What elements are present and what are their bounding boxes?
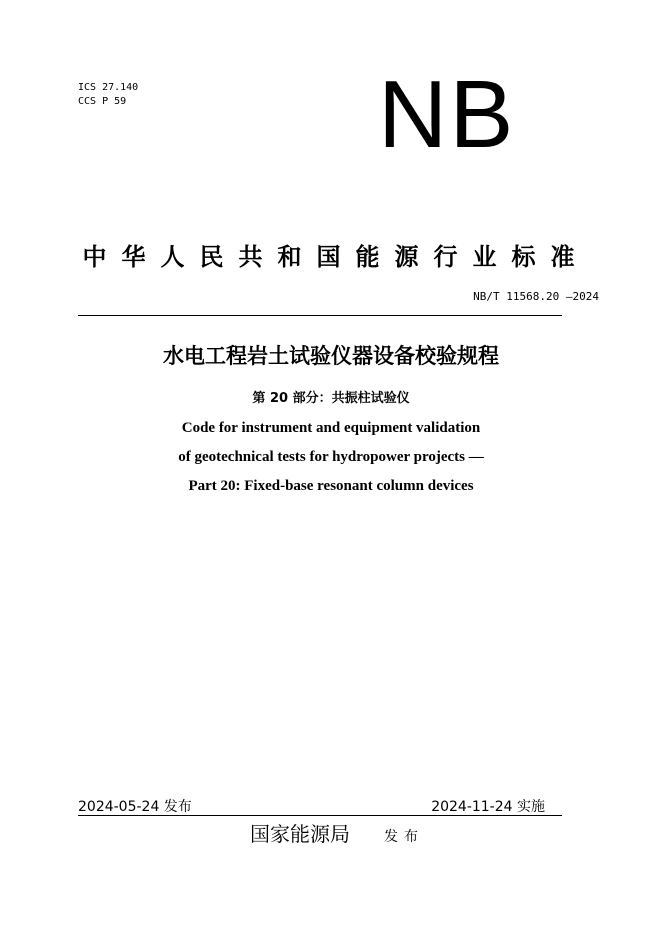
- title-en-line-1: Code for instrument and equipment validation: [181, 420, 481, 436]
- nb-logo: NB: [378, 61, 516, 168]
- publisher-name: 国家能源局: [250, 822, 350, 846]
- implementation-date: 2024-11-24 实施: [431, 799, 545, 815]
- title-en-line-3: Part 20: Fixed-base resonant column devices: [188, 478, 474, 494]
- title-en-line-2: of geotechnical tests for hydropower projects —: [178, 449, 484, 465]
- issue-date: 2024-05-24 发布: [78, 799, 192, 815]
- ccs-code: CCS P 59: [78, 96, 127, 107]
- standard-number: NB/T 11568.20 —2024: [473, 290, 599, 303]
- part-title-zh: 第 20 部分：共振柱试验仪: [252, 391, 410, 406]
- document-title-zh: 水电工程岩土试验仪器设备校验规程: [163, 344, 499, 368]
- top-divider: [78, 315, 562, 316]
- bottom-divider: [78, 815, 562, 816]
- standard-type-heading: 中华人民共和国能源行业标准: [82, 243, 590, 271]
- publish-label: 发布: [384, 829, 424, 845]
- ics-code: ICS 27.140: [78, 82, 139, 93]
